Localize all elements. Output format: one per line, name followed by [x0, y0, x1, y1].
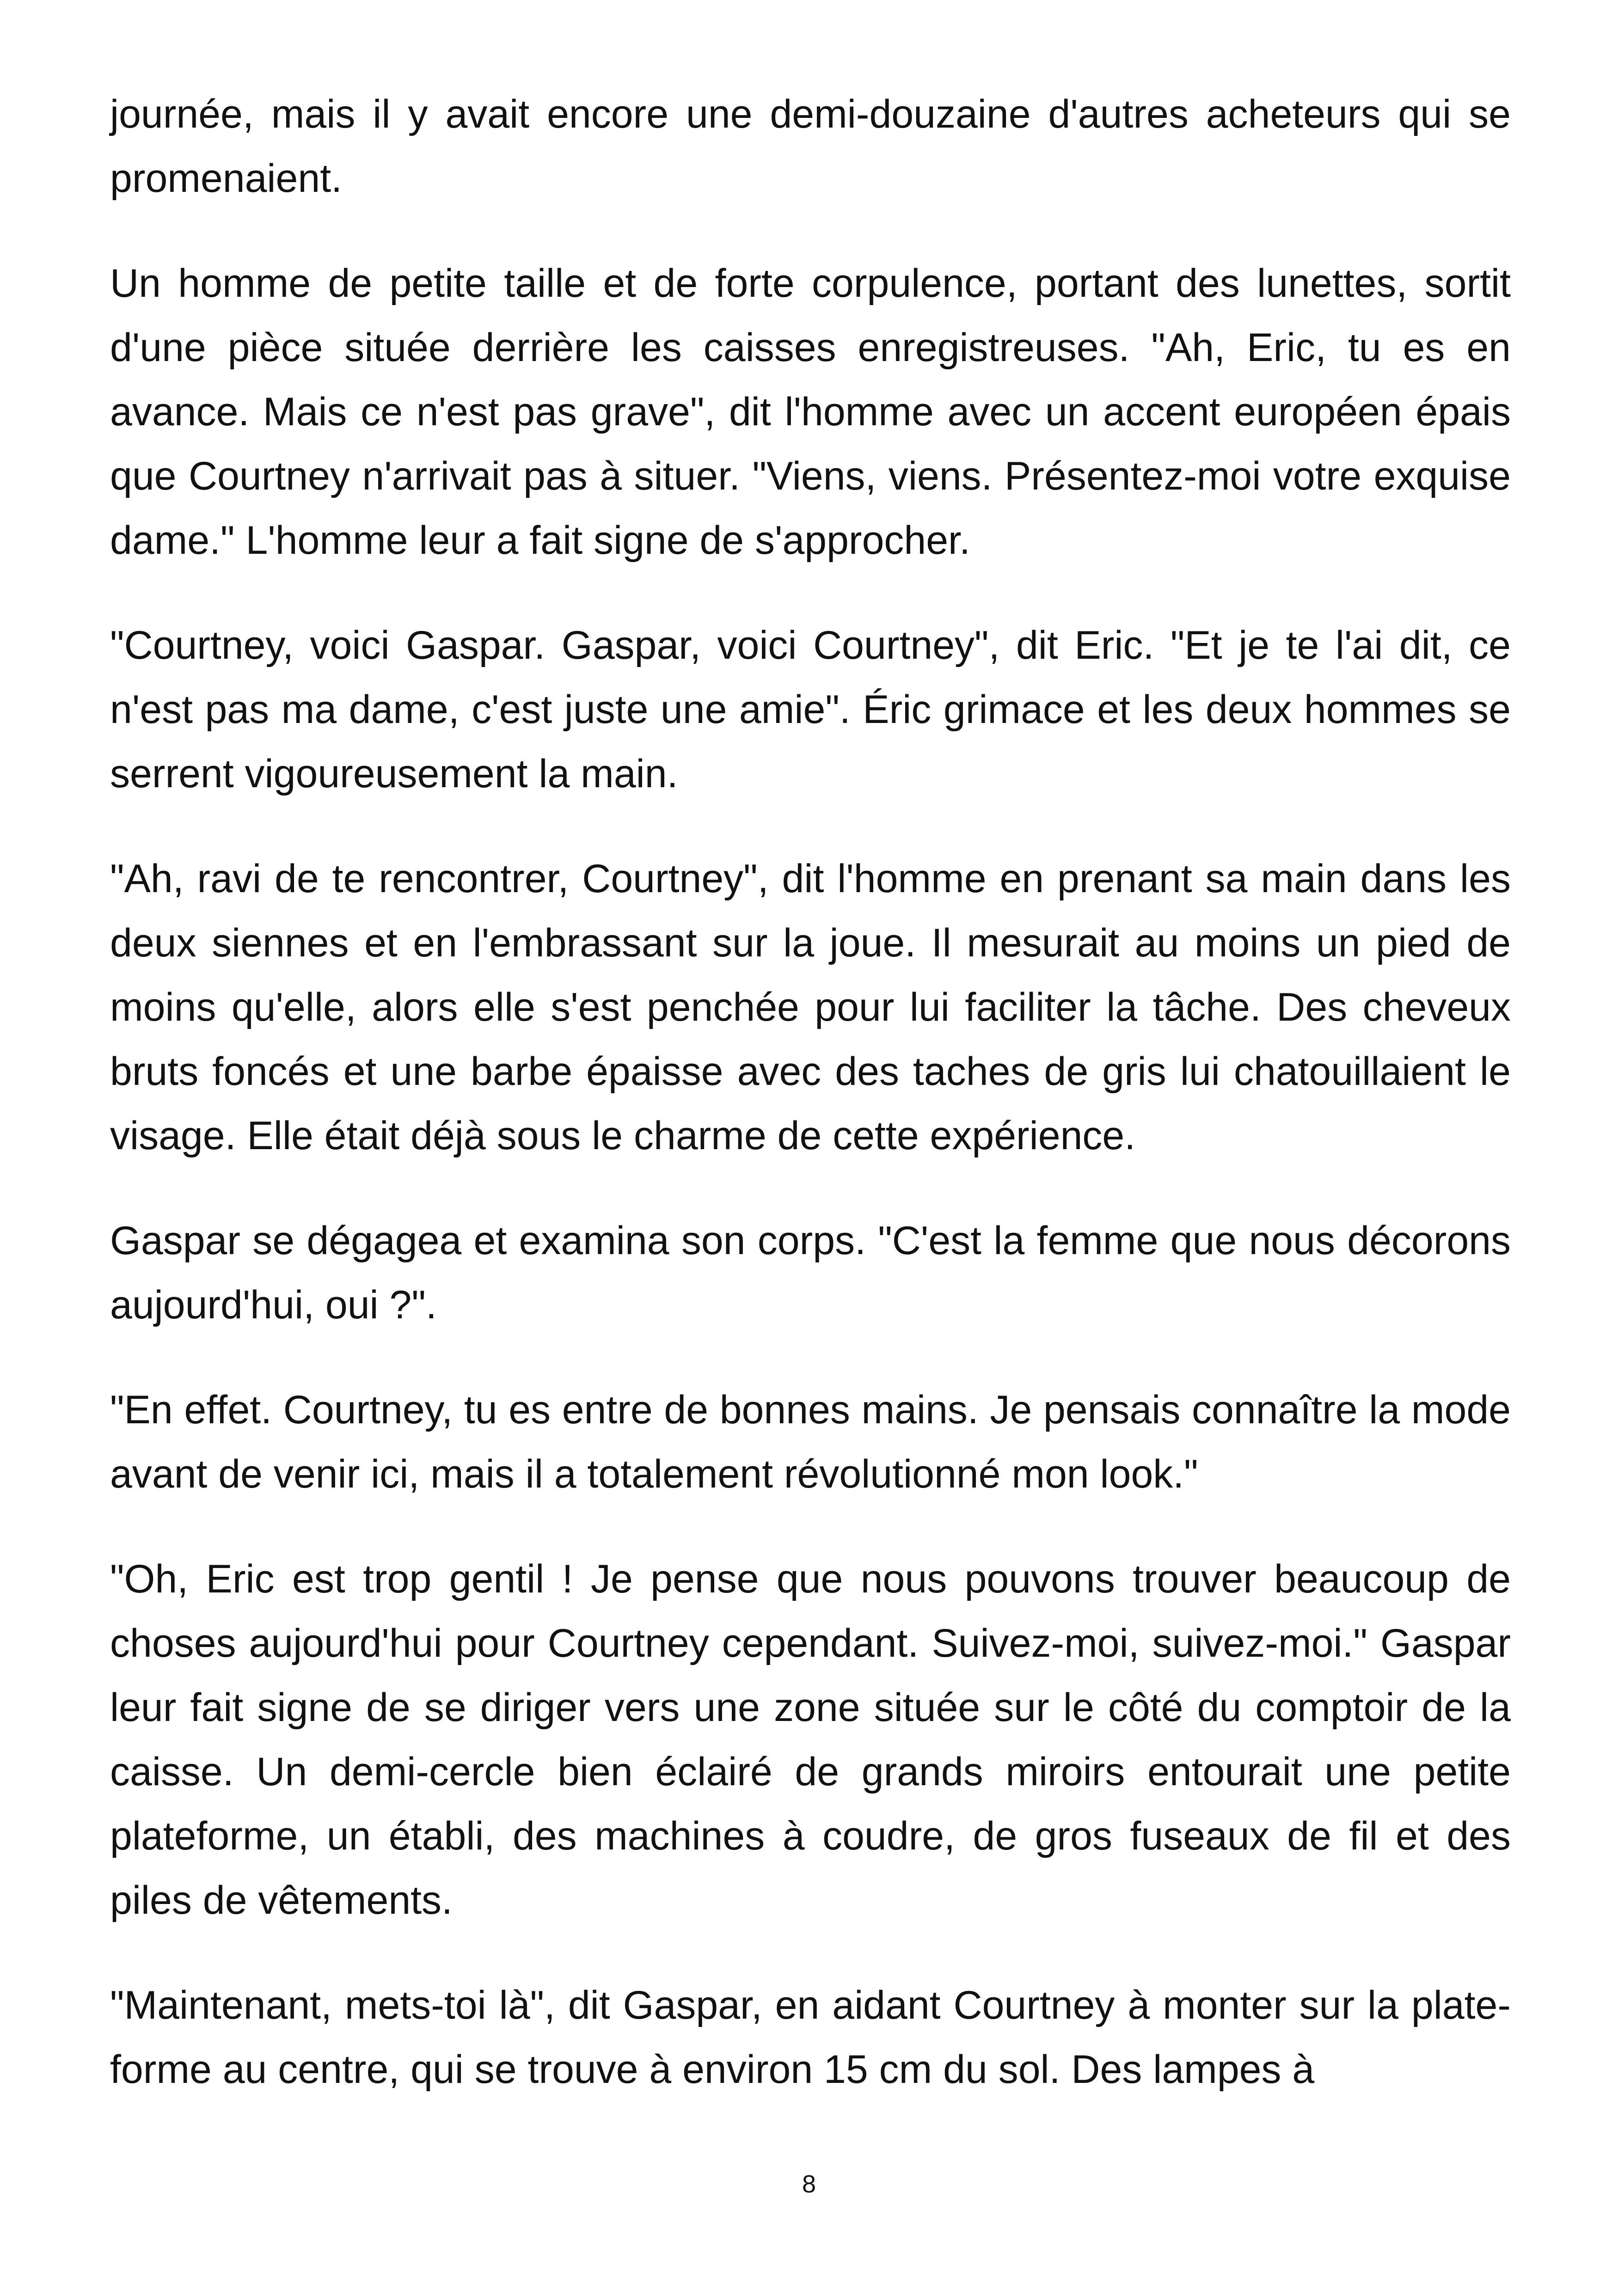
paragraph: Un homme de petite taille et de forte corpulence, portant des lunettes, sortit d'une pièce située derrière les caisses enregistreuses. "Ah, Eric, tu es en avance. Mais ce n'est pas grave", dit l'homme avec un accent européen épais que Courtney n'arrivait pas à situer. "Viens, viens. Présentez-moi votre exquise dame." L'homme leur a fait signe de s'approcher. [110, 261, 1511, 563]
paragraph: journée, mais il y avait encore une demi-douzaine d'autres acheteurs qui se promenaient. [110, 92, 1511, 201]
paragraph: "Courtney, voici Gaspar. Gaspar, voici Courtney", dit Eric. "Et je te l'ai dit, ce n'est pas ma dame, c'est juste une amie". Éric grimace et les deux hommes se serrent vigoureusement la main. [110, 623, 1511, 796]
paragraph: "Oh, Eric est trop gentil ! Je pense que nous pouvons trouver beaucoup de choses aujourd'hui pour Courtney cependant. Suivez-moi, suivez-moi." Gaspar leur fait signe de se diriger vers une zone située sur le côté du comptoir de la caisse. Un demi-cercle bien éclairé de grands miroirs entourait une petite plateforme, un établi, des machines à coudre, de gros fuseaux de fil et des piles de vêtements. [110, 1557, 1511, 1923]
page-number: 8 [802, 2170, 816, 2198]
paragraph: "Maintenant, mets-toi là", dit Gaspar, en aidant Courtney à monter sur la plate-forme au centre, qui se trouve à environ 15 cm du sol. Des lampes à [110, 1983, 1511, 2092]
paragraph: "En effet. Courtney, tu es entre de bonnes mains. Je pensais connaître la mode avant de venir ici, mais il a totalement révolutionné mon look." [110, 1388, 1511, 1496]
paragraph: Gaspar se dégagea et examina son corps. "C'est la femme que nous décorons aujourd'hui, oui ?". [110, 1218, 1511, 1327]
paragraph: "Ah, ravi de te rencontrer, Courtney", dit l'homme en prenant sa main dans les deux siennes et en l'embrassant sur la joue. Il mesurait au moins un pied de moins qu'elle, alors elle s'est penchée pour lui faciliter la tâche. Des cheveux bruts foncés et une barbe épaisse avec des taches de gris lui chatouillaient le visage. Elle était déjà sous le charme de cette expérience. [110, 857, 1511, 1158]
body-text [110, 82, 1511, 2102]
